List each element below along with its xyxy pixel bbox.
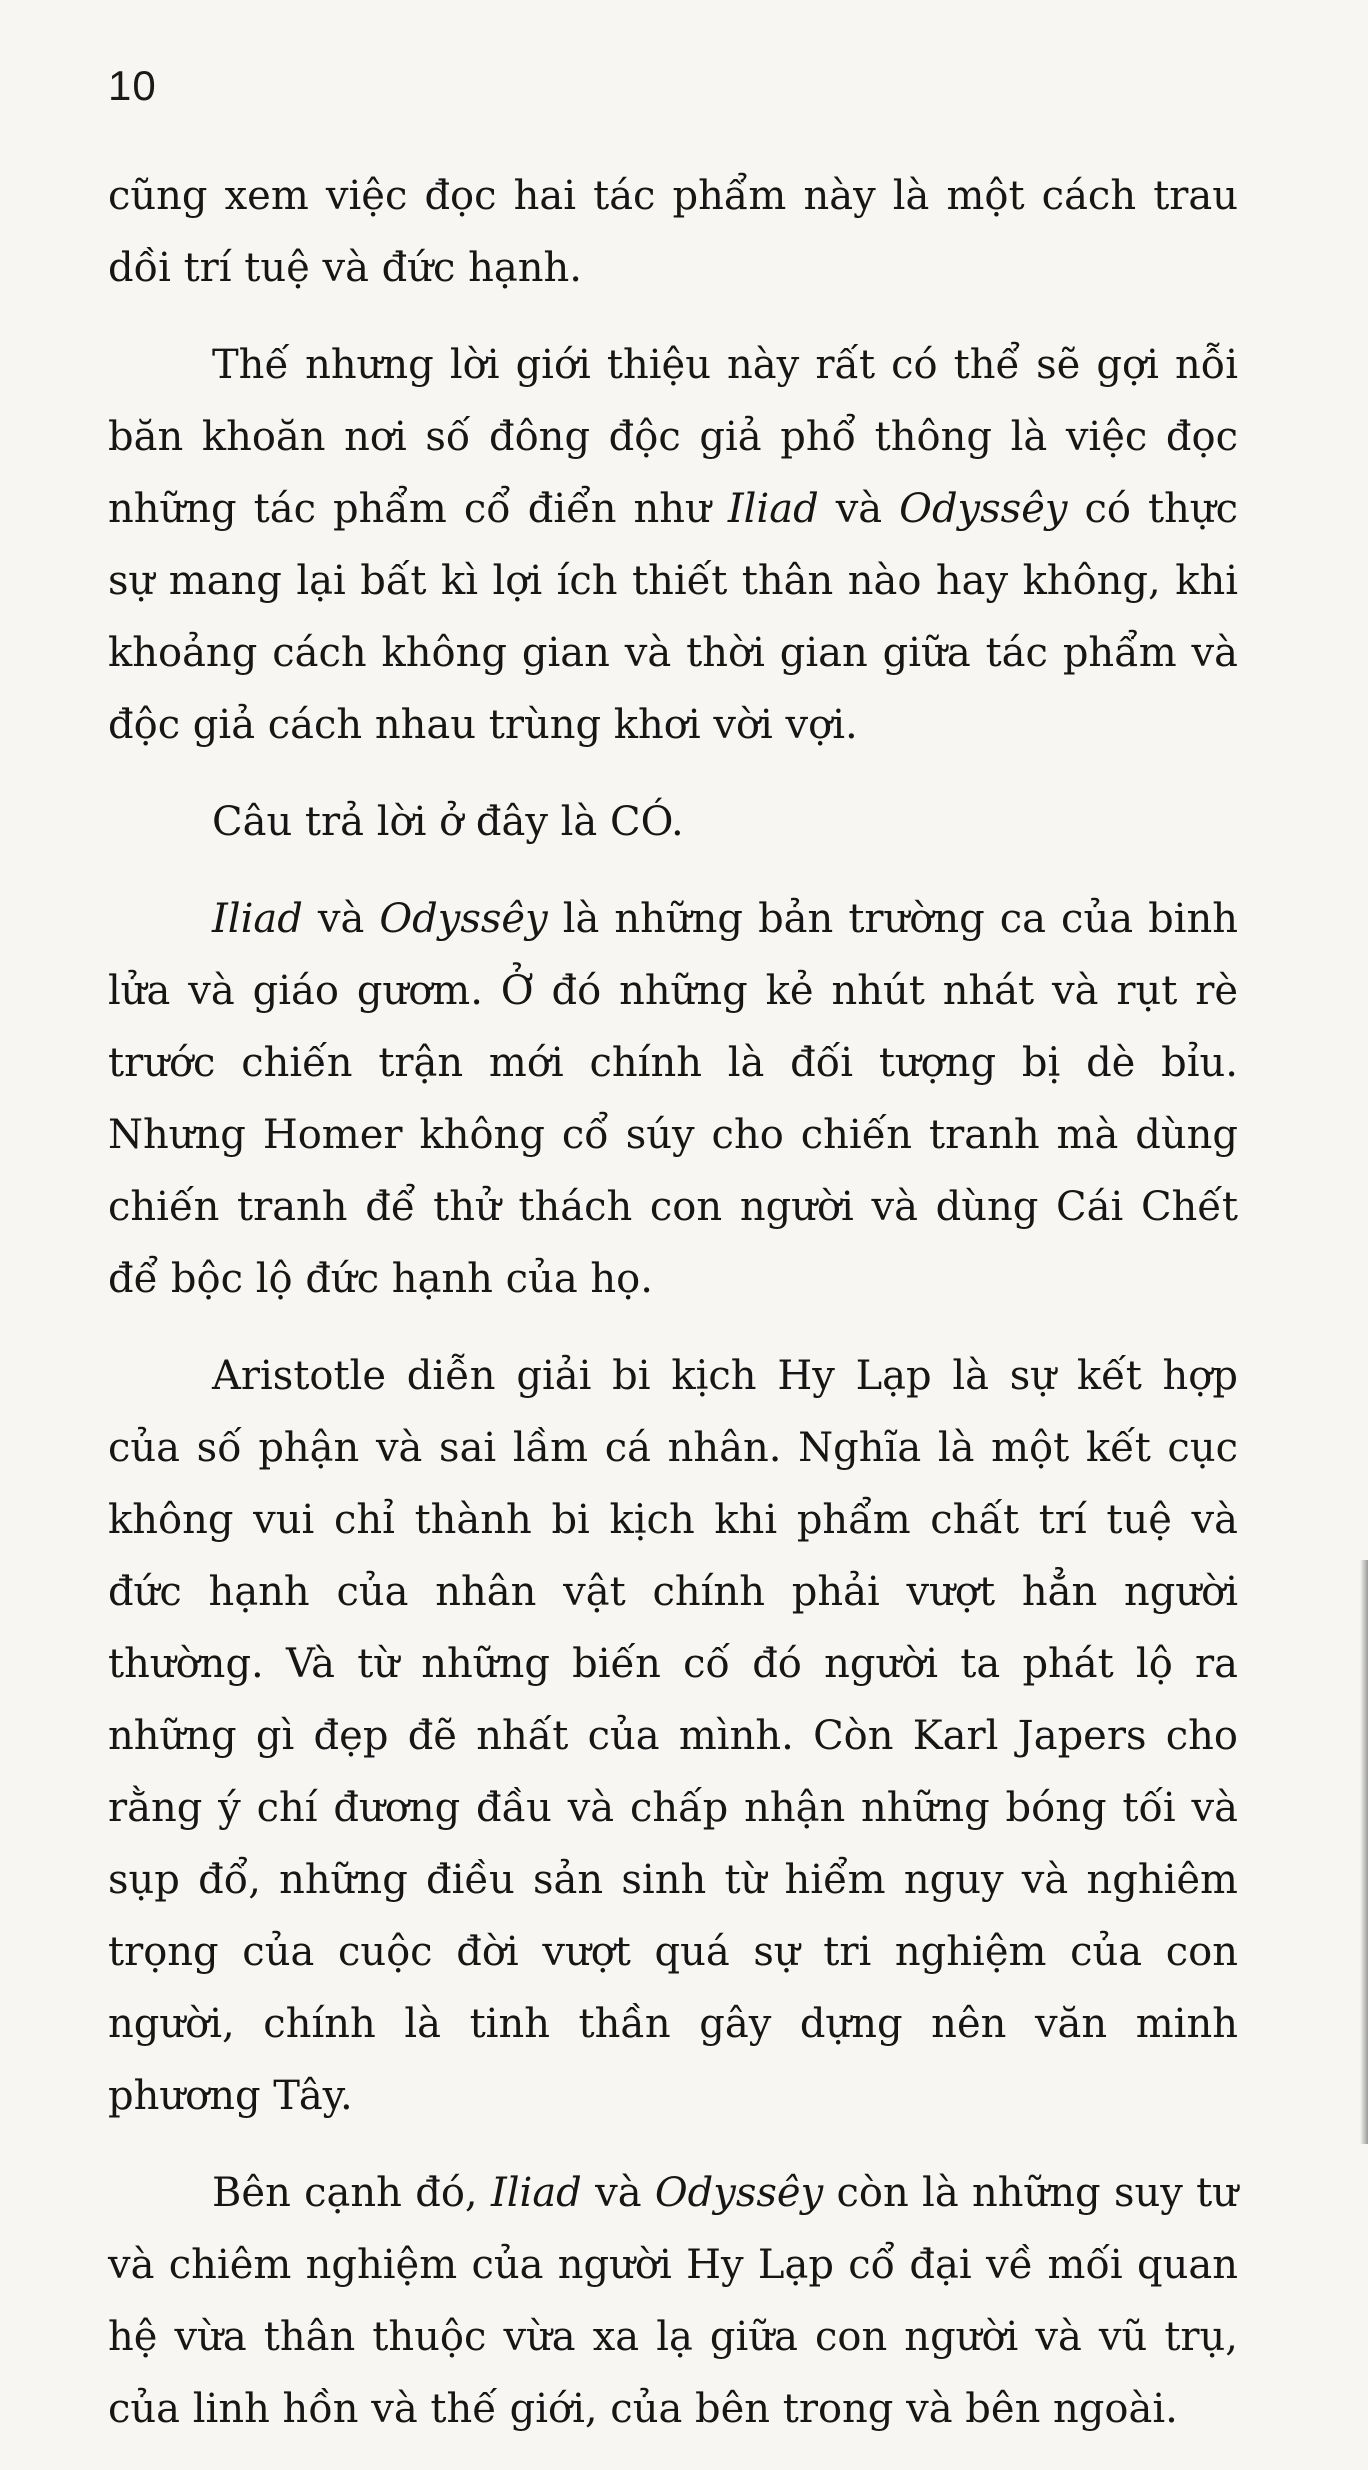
paragraph-4: Iliad và Odyssêy là những bản trường ca của binh lửa và giáo gươm. Ở đó những kẻ nhút nhát và rụt rè trước chiến trận mới chính là đối tượng bị dè bỉu. Nhưng Homer không cổ súy cho chiến tranh mà dùng chiến tranh để thử thách con người và dùng Cái Chết để bộc lộ đức hạnh của họ. [108, 896, 1239, 1302]
book-title: Iliad [212, 896, 303, 942]
paragraph-5: Aristotle diễn giải bi kịch Hy Lạp là sự kết hợp của số phận và sai lầm cá nhân. Nghĩa là một kết cục không vui chỉ thành bi kịch khi phẩm chất trí tuệ và đức hạnh của nhân vật chính phải vượt hẳn người thường. Và từ những biến cố đó người ta phát lộ ra những gì đẹp đẽ nhất của mình. Còn Karl Japers cho rằng ý chí đương đầu và chấp nhận những bóng tối và sụp đổ, những điều sản sinh từ hiểm nguy và nghiêm trọng của cuộc đời vượt quá sự tri nghiệm của con người, chính là tinh thần gây dựng nên văn minh phương Tây. [108, 1353, 1238, 2119]
paragraph-1: cũng xem việc đọc hai tác phẩm này là một cách trau dồi trí tuệ và đức hạnh. [108, 173, 1238, 291]
book-title: Odyssêy [654, 2170, 824, 2216]
book-title: Iliad [490, 2170, 582, 2216]
page-number: 10 [108, 62, 157, 109]
paragraph-2: Thế nhưng lời giới thiệu này rất có thể sẽ gợi nỗi băn khoăn nơi số đông độc giả phổ thông là việc đọc những tác phẩm cổ điển như Iliad và Odyssêy có thực sự mang lại bất kì lợi ích thiết thân nào hay không, khi khoảng cách không gian và thời gian giữa tác phẩm và độc giả cách nhau trùng khơi vời vợi. [108, 342, 1239, 748]
book-title: Odyssêy [379, 896, 548, 942]
book-title: Odyssêy [899, 486, 1068, 532]
page-edge-shadow [1360, 1560, 1368, 2144]
book-title: Iliad [727, 486, 819, 532]
paragraph-3: Câu trả lời ở đây là CÓ. [212, 799, 684, 845]
paragraph-6: Bên cạnh đó, Iliad và Odyssêy còn là những suy tư và chiêm nghiệm của người Hy Lạp cổ đại về mối quan hệ vừa thân thuộc vừa xa lạ giữa con người và vũ trụ, của linh hồn và thế giới, của bên trong và bên ngoài. [108, 2170, 1239, 2432]
page-body [108, 160, 1238, 2470]
